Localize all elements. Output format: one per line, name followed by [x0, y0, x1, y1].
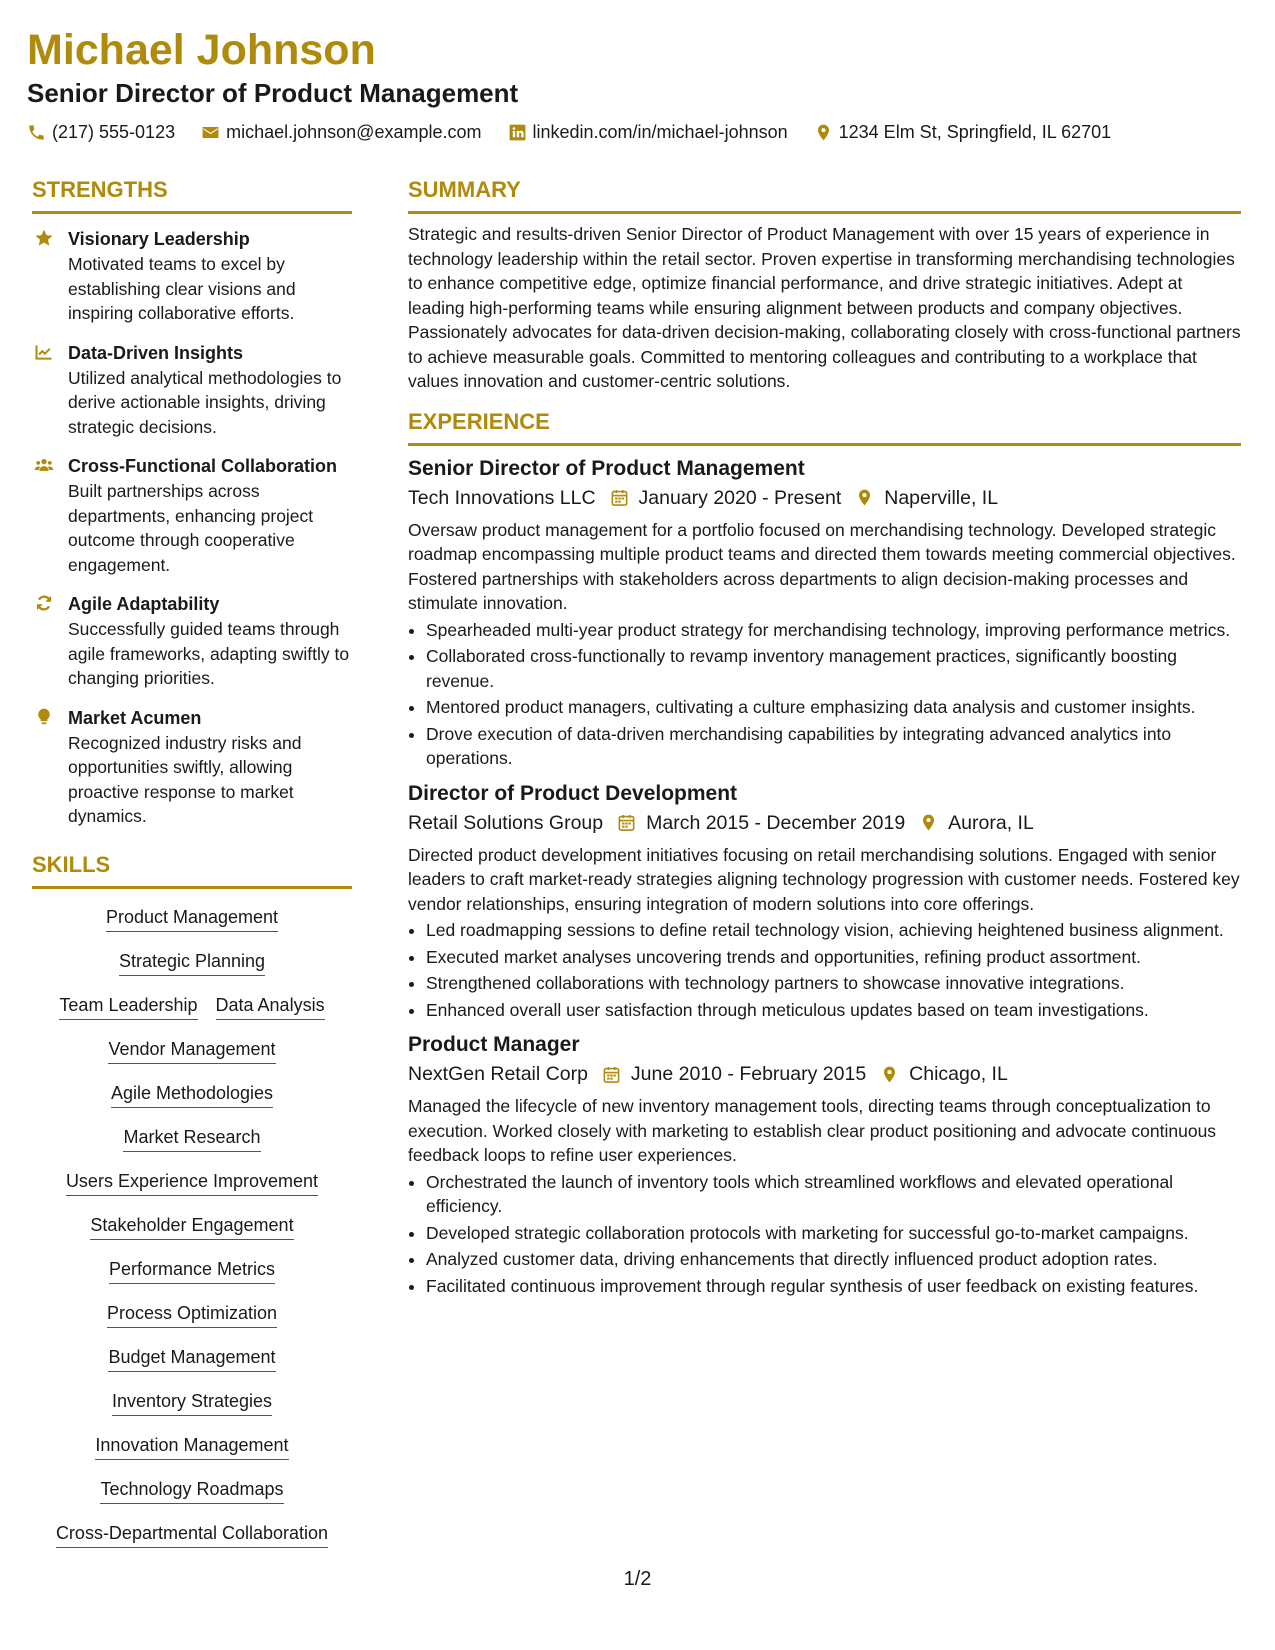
star-icon	[34, 228, 54, 248]
linkedin-icon	[508, 123, 527, 142]
strength-item	[32, 705, 352, 829]
job-company: Retail Solutions Group	[408, 811, 604, 834]
skill-tag: Performance Metrics	[109, 1251, 275, 1284]
job-company: Tech Innovations LLC	[408, 486, 596, 509]
job-title: Senior Director of Product Management	[408, 456, 805, 480]
skill-tag: Team Leadership	[59, 987, 197, 1020]
bullet-item: • Mentored product managers, cultivating a culture emphasizing data analysis and customer insights.	[426, 695, 1241, 720]
job-entry	[408, 454, 1241, 771]
contact-address	[814, 120, 1112, 144]
job-location: Naperville, IL	[884, 486, 999, 509]
lightbulb-icon	[34, 707, 54, 727]
bullet-item: • Enhanced overall user satisfaction through meticulous updates based on team investigations.	[426, 998, 1241, 1023]
calendar-icon	[602, 1065, 621, 1084]
resume-header	[27, 24, 1247, 144]
left-column	[32, 176, 352, 1555]
bullet-item: • Spearheaded multi-year product strategy for merchandising technology, improving performance metrics.	[426, 618, 1241, 643]
map-pin-icon	[880, 1065, 899, 1084]
job-dates: June 2010 - February 2015	[630, 1063, 867, 1085]
contact-email[interactable]	[201, 120, 481, 144]
skill-tag: Users Experience Improvement	[66, 1163, 318, 1196]
job-description: Managed the lifecycle of new inventory management tools, directing teams through conceptualization to execution. Worked closely with marketing to establish clear product positioning and advocate continuous feedback loops to refine user experiences.	[408, 1096, 1217, 1165]
skills-section	[32, 851, 352, 1555]
address-text: 1234 Elm St, Springfield, IL 62701	[838, 122, 1112, 142]
chart-line-icon	[34, 342, 54, 362]
experience-heading: EXPERIENCE	[408, 408, 1241, 446]
job-bullets	[408, 1170, 1241, 1299]
bullet-item: • Led roadmapping sessions to define retail technology vision, achieving heightened business alignment.	[426, 918, 1241, 943]
strength-desc: Motivated teams to excel by establishing clear visions and inspiring collaborative efforts.	[68, 254, 296, 323]
job-location: Aurora, IL	[948, 811, 1034, 834]
bullet-item: • Developed strategic collaboration protocols with marketing for successful go-to-market campaigns.	[426, 1221, 1241, 1246]
refresh-icon	[34, 593, 54, 613]
phone-icon	[27, 123, 46, 142]
envelope-icon	[201, 123, 220, 142]
skill-tag: Innovation Management	[95, 1427, 288, 1460]
skill-tag: Market Research	[123, 1119, 260, 1152]
bullet-item: • Facilitated continuous improvement through regular synthesis of user feedback on existing features.	[426, 1274, 1241, 1299]
job-bullets	[408, 918, 1241, 1022]
job-title: Director of Product Development	[408, 781, 738, 805]
experience-section	[408, 408, 1241, 1299]
right-column	[408, 176, 1241, 1300]
strength-title: Cross-Functional Collaboration	[68, 456, 338, 476]
bullet-item: • Orchestrated the launch of inventory tools which streamlined workflows and elevated operational efficiency.	[426, 1170, 1241, 1219]
job-title: Product Manager	[408, 1033, 580, 1056]
job-description: Oversaw product management for a portfolio focused on merchandising technology. Developed strategic roadmap encompassing multiple product teams and directed them towards meeting commercial objectives. Fostered partnerships with stakeholders across departments to align decision-making processes and stimulate innovation.	[408, 519, 1236, 613]
contact-phone	[27, 120, 175, 144]
job-meta	[408, 484, 1241, 512]
candidate-role: Senior Director of Product Management	[27, 78, 519, 108]
users-icon	[34, 455, 54, 475]
page-number: 1/2	[623, 1568, 652, 1590]
skills-heading: SKILLS	[32, 851, 352, 889]
contact-linkedin[interactable]	[508, 120, 788, 144]
job-location: Chicago, IL	[909, 1063, 1008, 1085]
bullet-item: • Collaborated cross-functionally to revamp inventory management practices, significantly boosting revenue.	[426, 644, 1241, 693]
skill-tag: Strategic Planning	[119, 943, 265, 976]
map-pin-icon	[814, 123, 833, 142]
linkedin-text[interactable]: linkedin.com/in/michael-johnson	[532, 122, 788, 142]
skill-tag: Process Optimization	[107, 1295, 277, 1328]
skill-tag: Stakeholder Engagement	[90, 1207, 293, 1240]
map-pin-icon	[919, 813, 938, 832]
strength-item	[32, 340, 352, 440]
strength-title: Data-Driven Insights	[68, 342, 244, 363]
candidate-name: Michael Johnson	[27, 26, 376, 74]
skill-tag: Cross-Departmental Collaboration	[56, 1515, 328, 1548]
strength-item	[32, 226, 352, 326]
strength-item	[32, 591, 352, 691]
bullet-item: • Strengthened collaborations with technology partners to showcase innovative integrations.	[426, 971, 1241, 996]
job-dates: March 2015 - December 2019	[646, 811, 906, 834]
bullet-item: • Analyzed customer data, driving enhancements that directly influenced product adoption rates.	[426, 1247, 1241, 1272]
strength-item	[32, 453, 352, 577]
strengths-heading: STRENGTHS	[32, 176, 352, 214]
skill-tag: Data Analysis	[216, 987, 325, 1020]
summary-text: Strategic and results-driven Senior Director of Product Management with over 15 years of experience in technology leadership within the retail sector. Proven expertise in transforming merchandising technologies to enhance competitive edge, optimize financial performance, and drive strategic initiatives. Adept at leading high-performing teams while ensuring alignment between products and company objectives. Passionately advocates for data-driven decision-making, collaborating closely with cross-functional partners to achieve measurable goals. Committed to mentoring colleagues and contributing to a workplace that values innovation and customer-centric solutions.	[408, 224, 1241, 391]
job-entry	[408, 1030, 1241, 1298]
skill-tag: Technology Roadmaps	[100, 1471, 283, 1504]
strength-title: Agile Adaptability	[68, 594, 220, 614]
contact-bar	[27, 120, 1247, 144]
job-company: NextGen Retail Corp	[408, 1063, 588, 1085]
summary-section	[408, 176, 1241, 394]
summary-heading: SUMMARY	[408, 176, 1241, 214]
skill-tag: Agile Methodologies	[111, 1075, 273, 1108]
map-pin-icon	[855, 488, 874, 507]
strength-desc: Built partnerships across departments, enhancing project outcome through cooperative engagement.	[68, 481, 314, 575]
job-dates: January 2020 - Present	[638, 486, 842, 509]
calendar-icon	[617, 813, 636, 832]
strength-desc: Successfully guided teams through agile frameworks, adapting swiftly to changing priorities.	[68, 619, 350, 688]
bullet-item: • Drove execution of data-driven merchandising capabilities by integrating advanced analytics into operations.	[426, 722, 1241, 771]
skill-tag: Inventory Strategies	[112, 1383, 272, 1416]
strength-title: Market Acumen	[68, 707, 202, 728]
calendar-icon	[610, 488, 629, 507]
skill-tag: Vendor Management	[108, 1031, 275, 1064]
strength-title: Visionary Leadership	[68, 229, 250, 249]
job-description: Directed product development initiatives focusing on retail merchandising solutions. Engaged with senior leaders to craft market-ready strategies aligning technology progression with customer needs. Fostered key vendor relationships, ensuring integration of modern solutions into core offerings.	[408, 844, 1240, 914]
bullet-item: • Executed market analyses uncovering trends and opportunities, refining product assortment.	[426, 945, 1241, 970]
strengths-section	[32, 176, 352, 829]
skills-list	[32, 895, 352, 1555]
strength-desc: Utilized analytical methodologies to derive actionable insights, driving strategic decisions.	[68, 367, 342, 437]
job-meta	[408, 809, 1241, 837]
skill-tag: Budget Management	[108, 1339, 275, 1372]
job-meta	[408, 1060, 1241, 1088]
strength-desc: Recognized industry risks and opportunities swiftly, allowing proactive response to market dynamics.	[68, 732, 302, 826]
skill-tag: Product Management	[106, 899, 278, 932]
job-bullets	[408, 618, 1241, 771]
job-entry	[408, 779, 1241, 1023]
phone-text: (217) 555-0123	[52, 122, 176, 142]
email-text[interactable]: michael.johnson@example.com	[226, 122, 482, 142]
